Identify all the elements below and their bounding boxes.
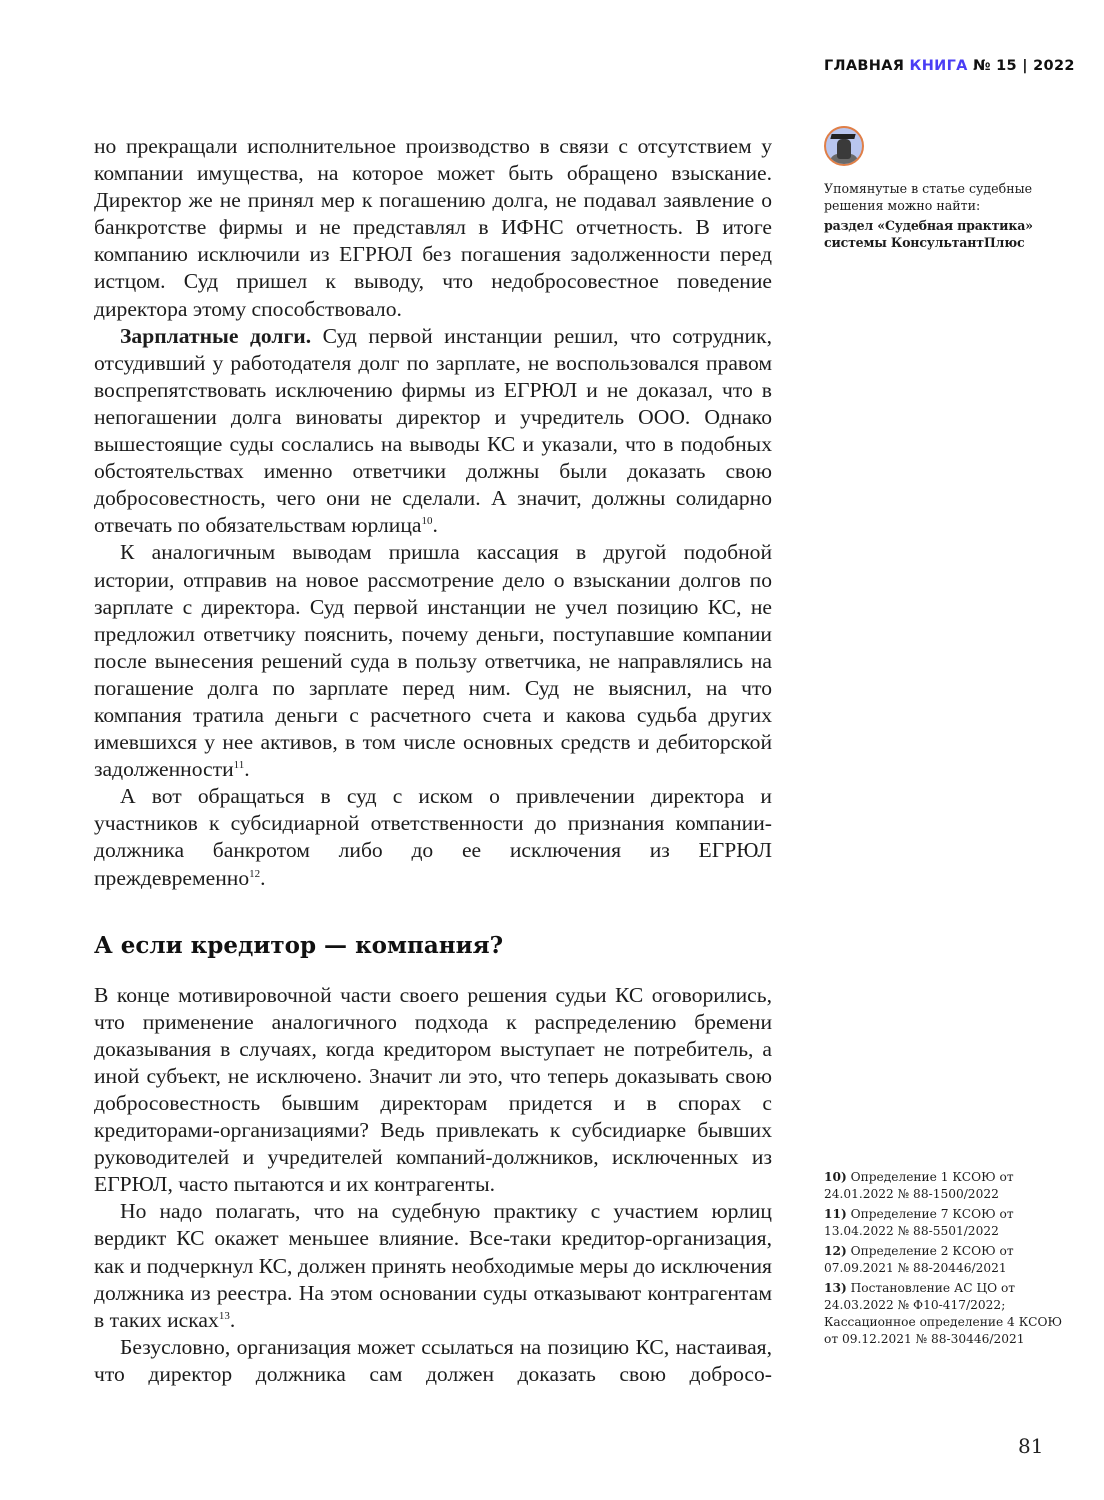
page-number: 81 xyxy=(1018,1434,1044,1458)
paragraph: Но надо полагать, что на судебную практику с участием юрлиц вердикт КС окажет меньшее влияние. Все-таки кредитор-организация, как и подчеркнул КС, должен принять необходимые меры до исключения должника из реестра. На этом основании суды отказывают контрагентам в таких исках$^{13}$. xyxy=(94,1199,772,1332)
paragraph: К аналогичным выводам пришла кассация в другой подобной истории, отправив на новое рассмотрение дело о взыскании долгов по зарплате с директора. Суд первой инстанции не учел позицию КС, не предложил ответчику пояснить, почему деньги, поступавшие компании после вынесения решений суда в пользу ответчика, не направлялись на погашение долга по зарплате перед ним. Суд не выяснил, на что компания тратила деньги с расчетного счета и какова судьба других имевшихся у нее активов, в том числе основных средств и дебиторской задолженности$^{11}$. xyxy=(94,540,772,782)
sidebar-note-text: Упомянутые в статье судебные решения можно найти: xyxy=(824,181,1033,213)
header-issue: № 15 | 2022 xyxy=(973,58,1075,74)
footnote-ref[interactable]: 11 xyxy=(233,758,245,771)
footnote-ref[interactable]: 10 xyxy=(421,515,433,528)
header-magazine-accent: КНИГА xyxy=(909,58,968,74)
footnote: 12) Определение 2 КСОЮ от 07.09.2021 № 88-20446/2021 xyxy=(824,1244,1014,1275)
footnote: 10) Определение 1 КСОЮ от 24.01.2022 № 88-1500/2022 xyxy=(824,1170,1014,1201)
footnote: 13) Постановление АС ЦО от 24.03.2022 № Ф10-417/2022; Кассационное определение 4 КСОЮ от 09.12.2021 № 88-30446/2021 xyxy=(824,1281,1062,1346)
sidebar-note-source: раздел «Судебная практика» системы КонсультантПлюс xyxy=(824,218,1033,250)
footnotes xyxy=(824,1169,1064,1351)
sidebar-note xyxy=(824,126,1064,251)
section-heading: А если кредитор — компания? xyxy=(94,931,504,959)
article-body xyxy=(94,133,772,1388)
professor-avatar-icon xyxy=(824,126,864,166)
paragraph: Безусловно, организация может ссылаться на позицию КС, настаивая, что директор должника сам должен доказать свою добросо- xyxy=(94,1334,772,1386)
footnote: 11) Определение 7 КСОЮ от 13.04.2022 № 88-5501/2022 xyxy=(824,1207,1014,1238)
paragraph: В конце мотивировочной части своего решения судьи КС оговорились, что применение аналогичного подхода к распределению бремени доказывания в случаях, когда кредитором выступает не потребитель, а иной субъект, не исключено. Значит ли это, что теперь доказывать свою добросовестность бывшим директорам придется и в спорах с кредиторами-организациями? Ведь привлекать к субсидиарке бывших руководителей и учредителей компаний-должников, исключенных из ЕГРЮЛ, часто пытаются и их контрагенты. xyxy=(94,982,772,1197)
paragraph: Зарплатные долги. Суд первой инстанции решил, что сотрудник, отсудивший у работодателя долг по зарплате, не воспользовался правом воспрепятствовать исключению фирмы из ЕГРЮЛ и не доказал, что в непогашении долга виноваты директор и учредитель ООО. Однако вышестоящие суды сослались на выводы КС и указали, что в подобных обстоятельствах именно ответчики должны были доказать свою добросовестность, чего они не сделали. А значит, должны солидарно отвечать по обязательствам юрлица$^{10}$. xyxy=(94,323,772,538)
running-header xyxy=(824,58,1075,74)
paragraph: но прекращали исполнительное производство в связи с отсутствием у компании имущества, на которое может быть обращено взыскание. Директор же не принял мер к погашению долга, не подавал заявление о банкротстве фирмы и не представлял в ИФНС отчетность. В итоге компанию исключили из ЕГРЮЛ без погашения задолженности перед истцом. Суд пришел к выводу, что недобросовестное поведение директора этому способствовало. xyxy=(94,134,772,321)
header-magazine-name: ГЛАВНАЯ xyxy=(824,58,905,74)
paragraph: А вот обращаться в суд с иском о привлечении директора и участников к субсидиарной ответственности до признания компании-должника банкротом либо до ее исключения из ЕГРЮЛ преждевременно$^{12}$. xyxy=(94,784,772,890)
footnote-ref[interactable]: 12 xyxy=(249,867,261,880)
footnote-ref[interactable]: 13 xyxy=(218,1309,230,1322)
run-in-heading: Зарплатные долги. xyxy=(120,323,312,348)
